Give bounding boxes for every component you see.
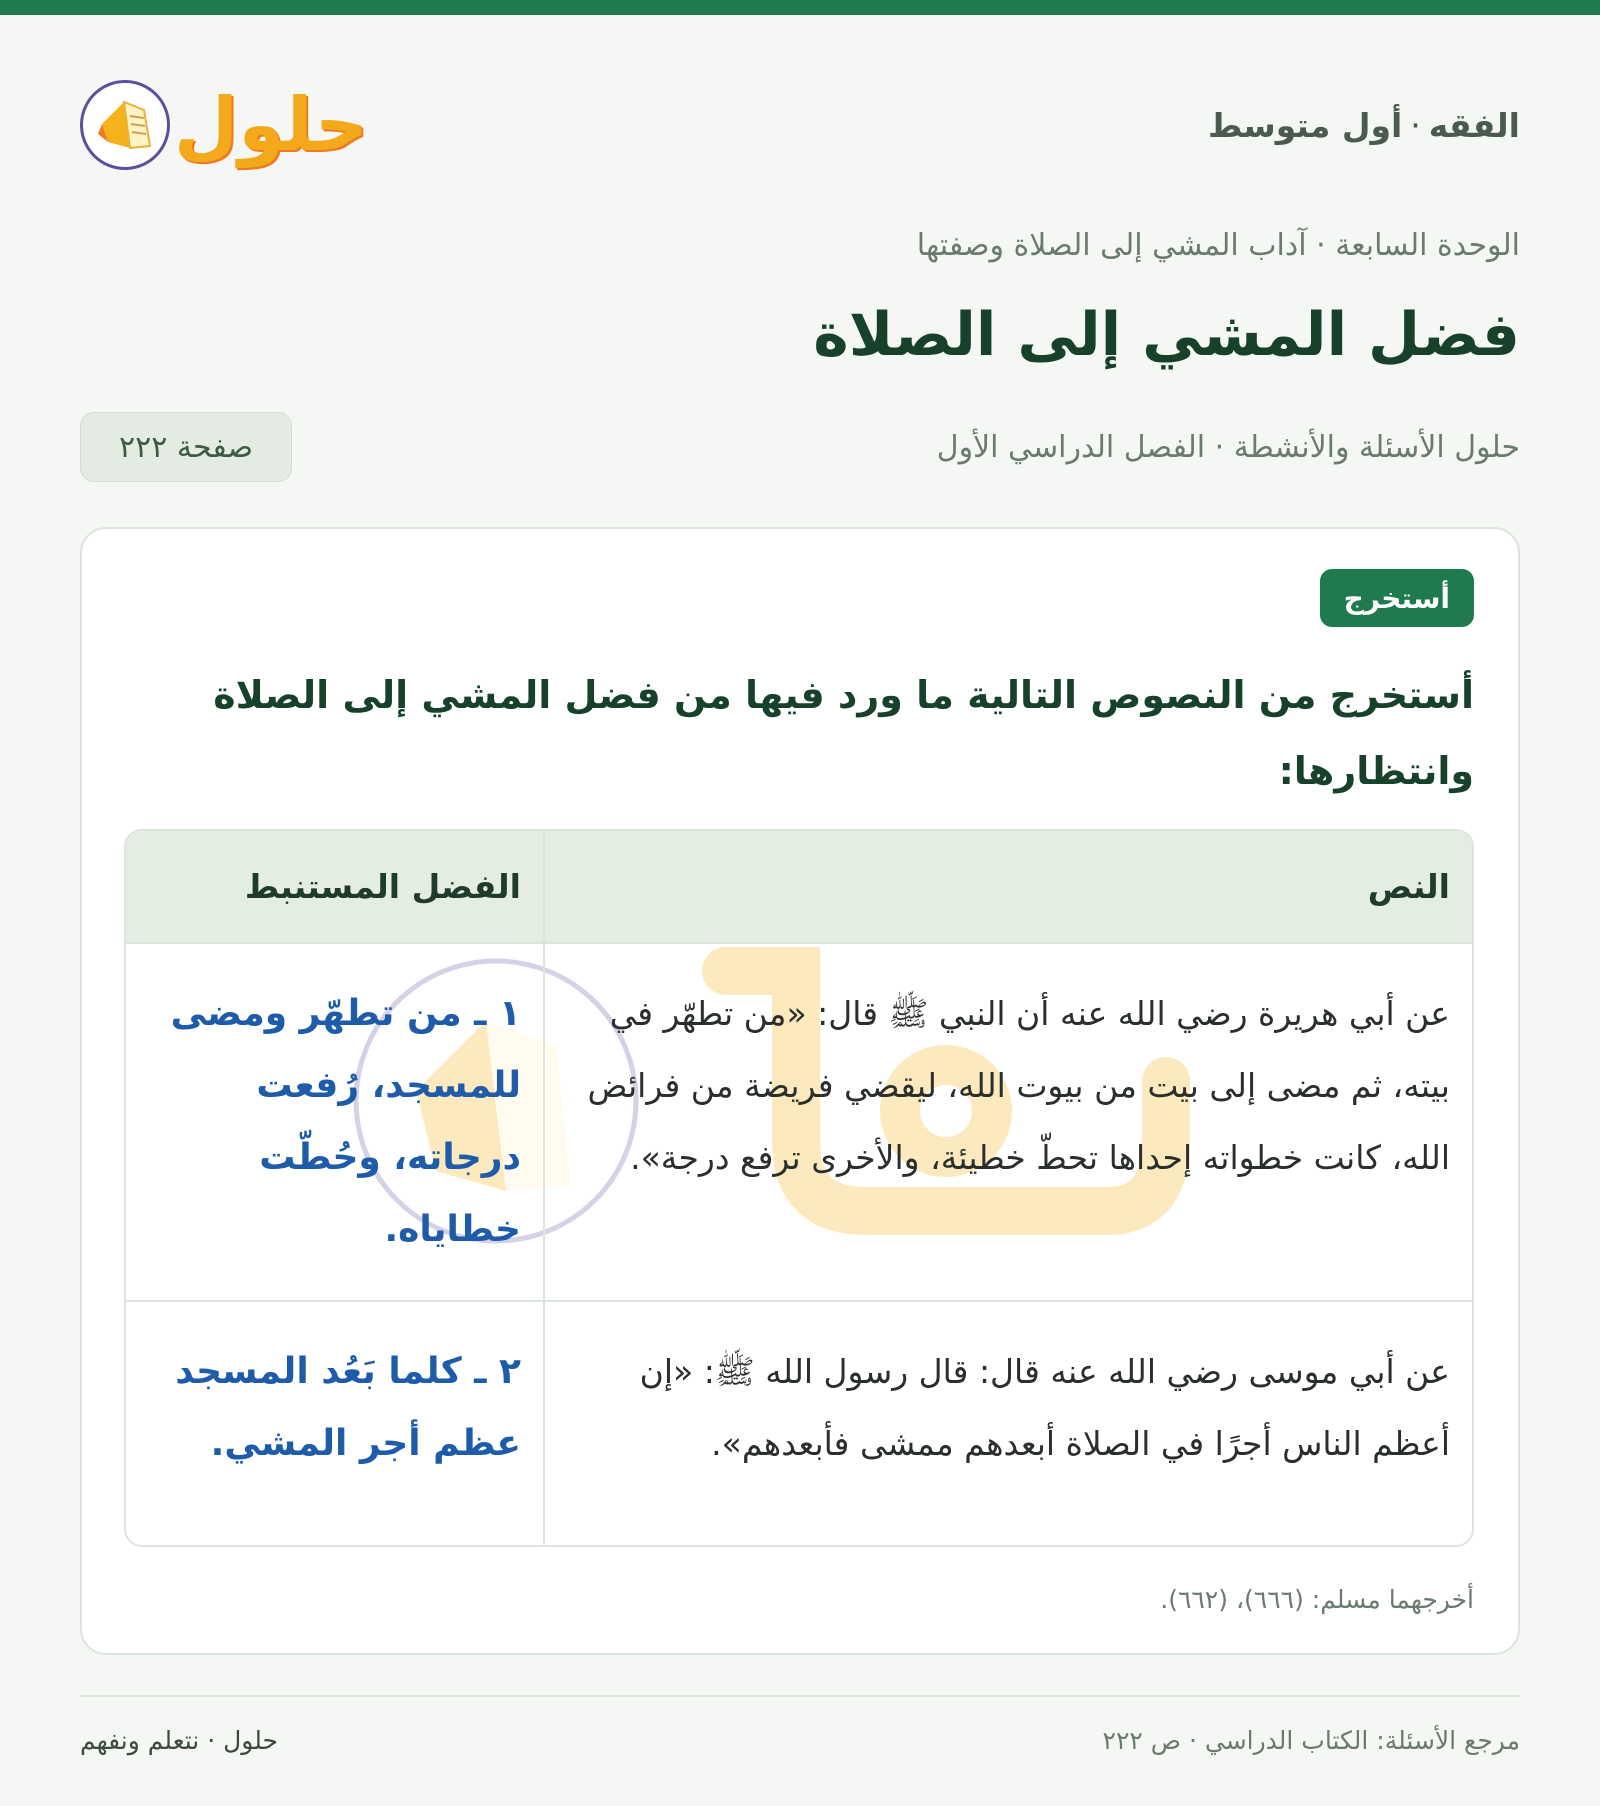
- grade-label: أول متوسط: [1207, 105, 1403, 145]
- footer-brand-name[interactable]: حلول: [223, 1726, 278, 1755]
- footer-divider: [80, 1695, 1520, 1697]
- meta-line: حلول الأسئلة والأنشطة · الفصل الدراسي الأول: [936, 430, 1520, 465]
- exercise-tag: أستخرج: [1320, 569, 1474, 627]
- page-badge: صفحة ٢٢٢: [80, 412, 292, 482]
- header-text: النص: [544, 831, 1472, 943]
- subject-grade: الفقه·أول متوسط: [1207, 105, 1520, 145]
- breadcrumb: الوحدة السابعة · آداب المشي إلى الصلاة وصفتها: [916, 228, 1520, 263]
- logo-text: حلول: [174, 82, 369, 168]
- top-accent-bar: [0, 0, 1600, 15]
- footer-reference: مرجع الأسئلة: الكتاب الدراسي · ص ٢٢٢: [1102, 1726, 1520, 1755]
- header: [80, 60, 1520, 190]
- answer-table: [124, 829, 1474, 1547]
- breadcrumb-topic[interactable]: آداب المشي إلى الصلاة وصفتها: [916, 228, 1307, 263]
- source-note: أخرجهما مسلم: (٦٦٦)، (٦٦٢).: [1160, 1585, 1474, 1614]
- hadith-text: عن أبي موسى رضي الله عنه قال: قال رسول الله ﷺ: «إن أعظم الناس أجرًا في الصلاة أبعدهم ممشى فأبعدهم».: [544, 1301, 1472, 1547]
- table-row: [126, 1301, 1472, 1547]
- breadcrumb-unit[interactable]: الوحدة السابعة: [1335, 228, 1520, 263]
- subject-label: الفقه: [1428, 105, 1520, 145]
- exercise-card: [80, 527, 1520, 1655]
- hadith-text: عن أبي هريرة رضي الله عنه أن النبي ﷺ قال: «من تطهّر في بيته، ثم مضى إلى بيت من بيوت الله، ليقضي فريضة من فرائض الله، كانت خطواته إحداها تحطّ خطيئة، والأخرى ترفع درجة».: [544, 943, 1472, 1301]
- book-pencil-icon: [80, 80, 170, 170]
- header-virtue: الفضل المستنبط: [126, 831, 544, 943]
- virtue-answer: ١ ـ من تطهّر ومضى للمسجد، رُفعت درجاته، وحُطّت خطاياه.: [126, 943, 544, 1301]
- footer-page-ref: ص ٢٢٢: [1102, 1726, 1181, 1755]
- footer-reference-label: مرجع الأسئلة: الكتاب الدراسي: [1204, 1726, 1520, 1755]
- page-title: فضل المشي إلى الصلاة: [813, 300, 1520, 370]
- logo[interactable]: [80, 80, 368, 170]
- question-text: أستخرج من النصوص التالية ما ورد فيها من فضل المشي إلى الصلاة وانتظارها:: [213, 673, 1474, 793]
- footer-slogan: نتعلم ونفهم: [80, 1726, 200, 1755]
- meta-section: حلول الأسئلة والأنشطة: [1233, 430, 1520, 465]
- footer-brand: حلول · نتعلم ونفهم: [80, 1726, 278, 1755]
- virtue-answer: ٢ ـ كلما بَعُد المسجد عظم أجر المشي.: [126, 1301, 544, 1547]
- meta-term: الفصل الدراسي الأول: [936, 430, 1206, 465]
- table-row: [126, 943, 1472, 1301]
